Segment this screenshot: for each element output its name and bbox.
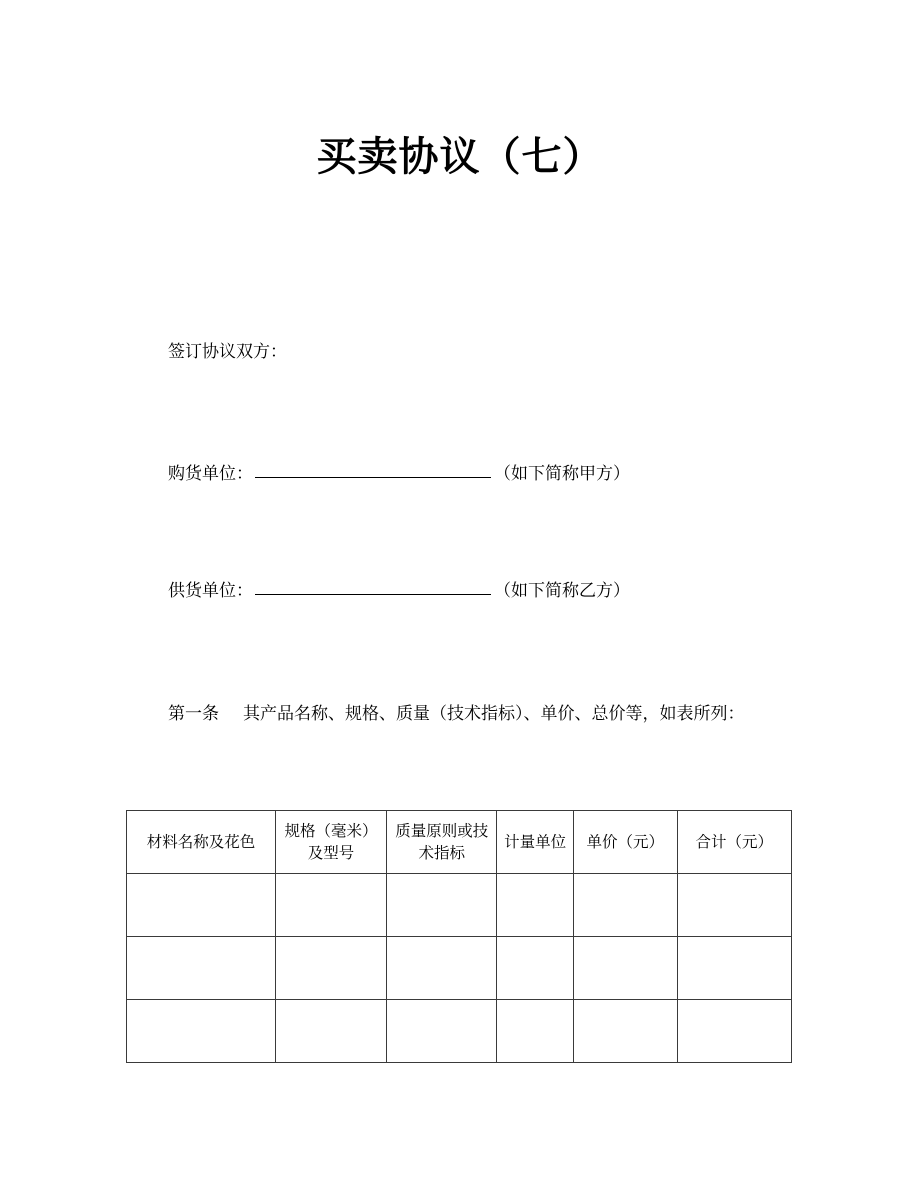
table-body <box>127 874 792 1063</box>
cell-unit-price[interactable] <box>573 1000 677 1063</box>
product-spec-table-container <box>126 810 792 1063</box>
cell-quality-standard[interactable] <box>387 874 497 937</box>
cell-unit[interactable] <box>497 1000 574 1063</box>
buyer-line <box>168 461 630 487</box>
column-header-total: 合计（元） <box>677 811 791 874</box>
table-row <box>127 1000 792 1063</box>
buyer-suffix: （如下简称甲方） <box>494 464 630 484</box>
seller-label: 供货单位： <box>168 581 253 601</box>
column-header-material-name: 材料名称及花色 <box>127 811 276 874</box>
seller-line <box>168 578 630 604</box>
table-row <box>127 937 792 1000</box>
parties-heading: 签订协议双方： <box>168 342 287 362</box>
cell-material-name[interactable] <box>127 937 276 1000</box>
cell-total[interactable] <box>677 1000 791 1063</box>
column-header-unit-price: 单价（元） <box>573 811 677 874</box>
clause-one <box>168 701 745 727</box>
cell-specification[interactable] <box>275 937 386 1000</box>
cell-quality-standard[interactable] <box>387 1000 497 1063</box>
buyer-label: 购货单位： <box>168 464 253 484</box>
cell-specification[interactable] <box>275 1000 386 1063</box>
seller-suffix: （如下简称乙方） <box>494 581 630 601</box>
column-header-unit: 计量单位 <box>497 811 574 874</box>
cell-total[interactable] <box>677 937 791 1000</box>
product-spec-table <box>126 810 792 1063</box>
cell-unit[interactable] <box>497 937 574 1000</box>
cell-quality-standard[interactable] <box>387 937 497 1000</box>
cell-specification[interactable] <box>275 874 386 937</box>
cell-material-name[interactable] <box>127 1000 276 1063</box>
page-title: 买卖协议（七） <box>316 133 604 180</box>
clause-one-text: 其产品名称、规格、质量（技术指标）、单价、总价等，如表所列： <box>243 704 745 724</box>
cell-unit-price[interactable] <box>573 937 677 1000</box>
cell-total[interactable] <box>677 874 791 937</box>
cell-unit-price[interactable] <box>573 874 677 937</box>
buyer-name-blank[interactable] <box>255 462 491 479</box>
table-header <box>127 811 792 874</box>
table-header-row <box>127 811 792 874</box>
column-header-quality-standard: 质量原则或技术指标 <box>387 811 497 874</box>
cell-material-name[interactable] <box>127 874 276 937</box>
column-header-specification: 规格（毫米）及型号 <box>275 811 386 874</box>
cell-unit[interactable] <box>497 874 574 937</box>
table-row <box>127 874 792 937</box>
seller-name-blank[interactable] <box>255 579 491 596</box>
clause-one-number: 第一条 <box>168 704 219 724</box>
